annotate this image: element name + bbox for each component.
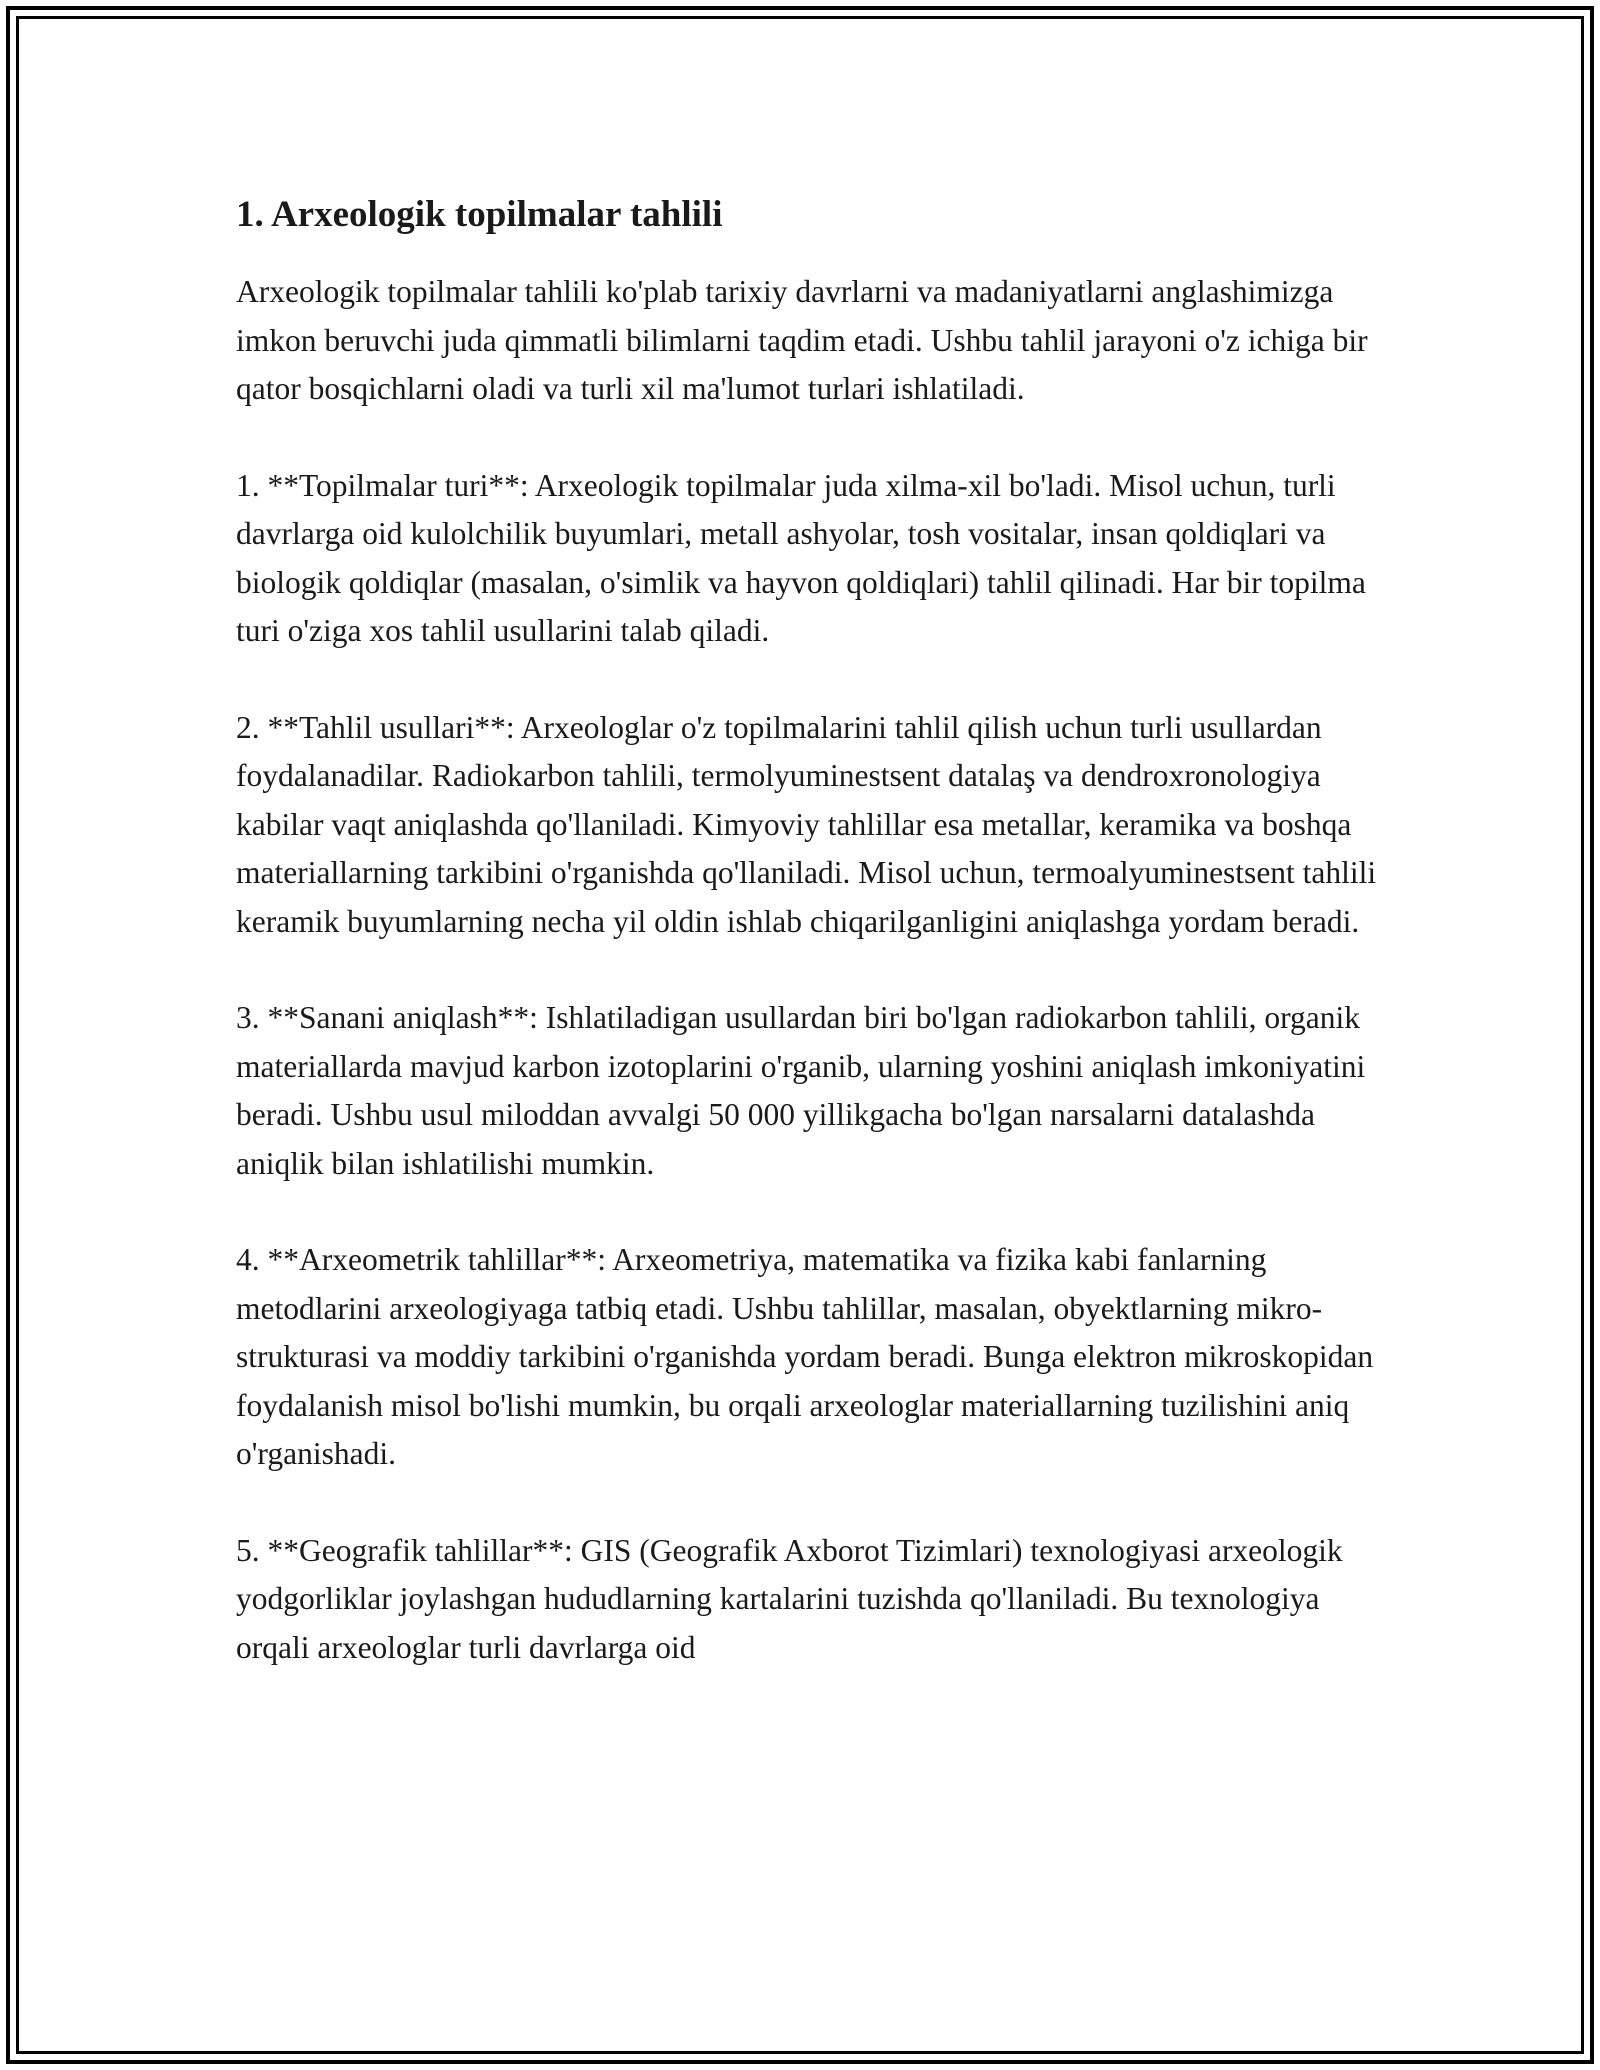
document-title: 1. Arxeologik topilmalar tahlili (236, 194, 723, 235)
paragraph-geografik-tahlillar: 5. **Geografik tahlillar**: GIS (Geografik Axborot Tizimlari) texnologiyasi arxeologik yodgorliklar joylashgan hududlarning kartalarini tuzishda qo'llaniladi. Bu texnologiya orqali arxeologlar turli davrlarga oid (236, 1532, 1343, 1665)
paragraph-sanani-aniqlash: 3. **Sanani aniqlash**: Ishlatiladigan usullardan biri bo'lgan radiokarbon tahlili, organik materiallarda mavjud karbon izotoplarini o'rganib, ularning yoshini aniqlash imkoniyatini beradi. Ushbu usul miloddan avvalgi 50 000 yillikgacha bo'lgan narsalarni datalashda aniqlik bilan ishlatilishi mumkin. (236, 1000, 1366, 1181)
paragraph-topilmalar-turi: 1. **Topilmalar turi**: Arxeologik topilmalar juda xilma-xil bo'ladi. Misol uchun, turli davrlarga oid kulolchilik buyumlari, metall ashyolar, tosh vositalar, insan qoldiqlari va biologik qoldiqlar (masalan, o'simlik va hayvon qoldiqlari) tahlil qilinadi. Har bir topilma turi o'ziga xos tahlil usullarini talab qiladi. (236, 467, 1366, 648)
paragraph-tahlil-usullari: 2. **Tahlil usullari**: Arxeologlar o'z topilmalarini tahlil qilish uchun turli usullardan foydalanadilar. Radiokarbon tahlili, termolyuminestsent datalaş va dendroxronologiya kabilar vaqt aniqlashda qo'llaniladi. Kimyoviy tahlillar esa metallar, keramika va boshqa materiallarning tarkibini o'rganishda qo'llaniladi. Misol uchun, termoalyuminestsent tahlili keramik buyumlarning necha yil oldin ishlab chiqarilganligini aniqlashga yordam beradi. (236, 709, 1377, 939)
document-body (236, 186, 1386, 1720)
intro-paragraph: Arxeologik topilmalar tahlili ko'plab tarixiy davrlarni va madaniyatlarni anglashimizga imkon beruvchi juda qimmatli bilimlarni taqdim etadi. Ushbu tahlil jarayoni o'z ichiga bir qator bosqichlarni oladi va turli xil ma'lumot turlari ishlatiladi. (236, 274, 1368, 406)
paragraph-arxeometrik-tahlillar: 4. **Arxeometrik tahlillar**: Arxeometriya, matematika va fizika kabi fanlarning metodlarini arxeologiyaga tatbiq etadi. Ushbu tahlillar, masalan, obyektlarning mikro-strukturasi va moddiy tarkibini o'rganishda yordam beradi. Bunga elektron mikroskopidan foydalanish misol bo'lishi mumkin, bu orqali arxeologlar materiallarning tuzilishini aniq o'rganishadi. (236, 1242, 1374, 1471)
